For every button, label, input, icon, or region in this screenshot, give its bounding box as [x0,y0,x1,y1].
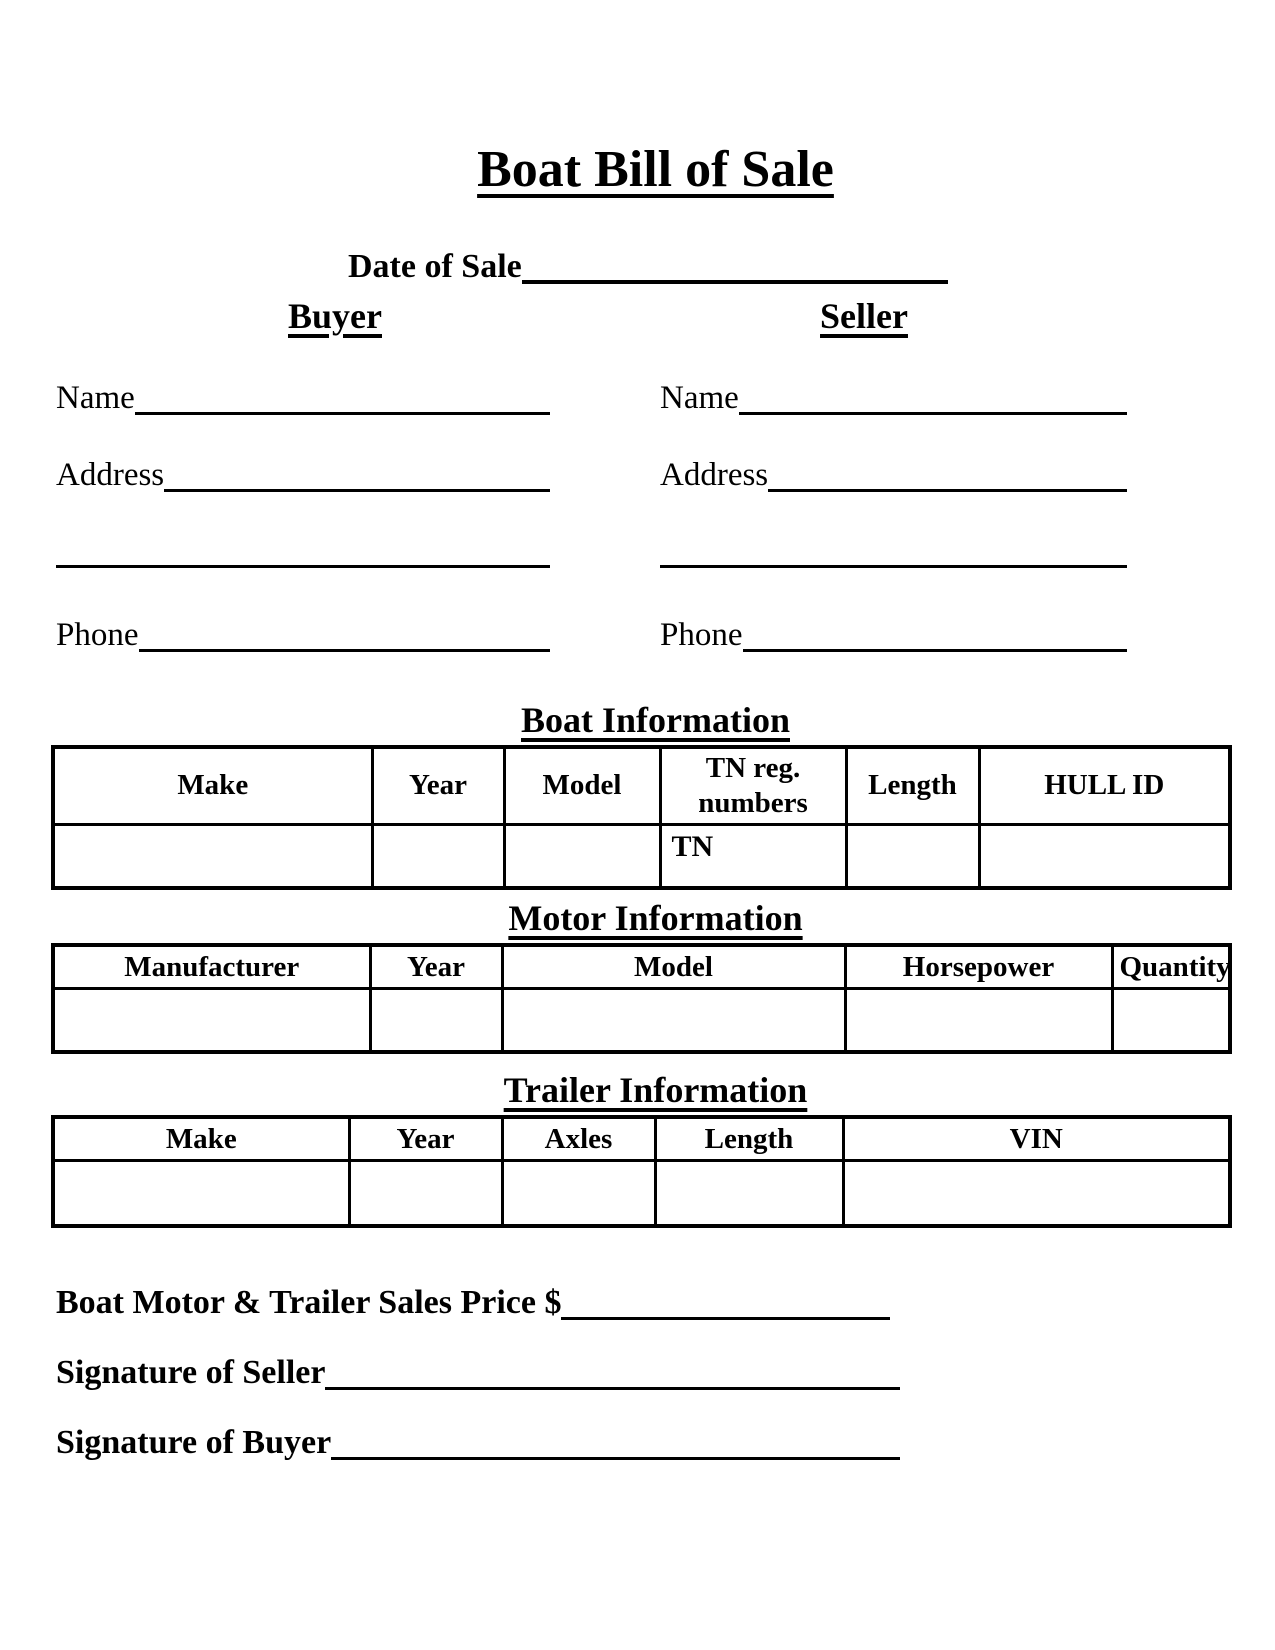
signature-seller-row [56,1348,900,1390]
buyer-name-line[interactable] [135,375,550,415]
seller-name-label: Name [660,380,739,416]
seller-section-header: Seller [820,296,908,336]
date-of-sale-label: Date of Sale [348,248,522,285]
signature-buyer-line[interactable] [331,1418,900,1460]
boat-col-year: Year [372,747,504,824]
motor-cell-horsepower[interactable] [845,989,1112,1053]
buyer-section-header: Buyer [288,296,382,336]
trailer-table-header-row [53,1117,1230,1161]
trailer-cell-year[interactable] [349,1161,502,1227]
buyer-address-label: Address [56,457,165,493]
sales-price-row [56,1278,890,1320]
trailer-info-heading [36,1070,1275,1111]
seller-address-line-2[interactable] [660,565,1127,568]
buyer-phone-line[interactable] [139,612,551,652]
motor-info-heading-text: Motor Information [508,898,803,938]
seller-address-line[interactable] [768,452,1127,492]
date-of-sale-row [348,248,948,284]
motor-cell-model[interactable] [502,989,845,1053]
signature-seller-label: Signature of Seller [56,1354,326,1391]
motor-col-model: Model [502,945,845,989]
boat-cell-tn-reg[interactable]: TN [660,824,846,888]
form-title-text: Boat Bill of Sale [477,141,834,198]
boat-table-data-row [53,824,1230,888]
boat-col-tn-reg-numbers: TN reg. numbers [660,747,846,824]
boat-cell-make[interactable] [53,824,372,888]
trailer-cell-length[interactable] [655,1161,843,1227]
seller-address-row [660,452,1127,492]
boat-col-hull-id: HULL ID [979,747,1230,824]
sales-price-line[interactable] [561,1278,890,1320]
motor-col-year: Year [370,945,502,989]
motor-col-horsepower: Horsepower [845,945,1112,989]
boat-cell-model[interactable] [504,824,660,888]
boat-cell-hull-id[interactable] [979,824,1230,888]
sales-price-label: Boat Motor & Trailer Sales Price $ [56,1284,562,1321]
boat-info-table [51,745,1232,890]
buyer-phone-row [56,612,550,652]
seller-phone-row [660,612,1127,652]
motor-col-manufacturer: Manufacturer [53,945,370,989]
motor-info-heading [36,898,1275,939]
seller-address-label: Address [660,457,769,493]
trailer-table-data-row [53,1161,1230,1227]
boat-col-make: Make [53,747,372,824]
trailer-col-vin: VIN [843,1117,1230,1161]
motor-cell-manufacturer[interactable] [53,989,370,1053]
motor-info-table [51,943,1232,1054]
boat-info-heading [36,700,1275,741]
trailer-col-year: Year [349,1117,502,1161]
buyer-address-row [56,452,550,492]
trailer-cell-vin[interactable] [843,1161,1230,1227]
motor-cell-year[interactable] [370,989,502,1053]
seller-phone-label: Phone [660,617,743,653]
boat-cell-length[interactable] [846,824,979,888]
signature-seller-line[interactable] [325,1348,900,1390]
seller-name-line[interactable] [739,375,1127,415]
seller-name-row [660,375,1127,415]
date-of-sale-line[interactable] [522,248,948,284]
trailer-cell-axles[interactable] [502,1161,655,1227]
motor-table-header-row [53,945,1230,989]
trailer-info-table [51,1115,1232,1228]
form-title [36,140,1275,200]
signature-buyer-label: Signature of Buyer [56,1424,332,1461]
buyer-phone-label: Phone [56,617,139,653]
trailer-col-make: Make [53,1117,349,1161]
motor-table-data-row [53,989,1230,1053]
signature-buyer-row [56,1418,900,1460]
trailer-info-heading-text: Trailer Information [503,1070,808,1110]
boat-info-heading-text: Boat Information [521,700,790,740]
boat-table-header-row [53,747,1230,824]
buyer-address-line-2[interactable] [56,565,550,568]
seller-phone-line[interactable] [743,612,1128,652]
motor-col-quantity: Quantity [1112,945,1230,989]
motor-cell-quantity[interactable] [1112,989,1230,1053]
trailer-col-length: Length [655,1117,843,1161]
boat-col-length: Length [846,747,979,824]
buyer-name-label: Name [56,380,135,416]
boat-cell-year[interactable] [372,824,504,888]
buyer-address-line[interactable] [164,452,550,492]
buyer-name-row [56,375,550,415]
trailer-cell-make[interactable] [53,1161,349,1227]
trailer-col-axles: Axles [502,1117,655,1161]
boat-col-model: Model [504,747,660,824]
